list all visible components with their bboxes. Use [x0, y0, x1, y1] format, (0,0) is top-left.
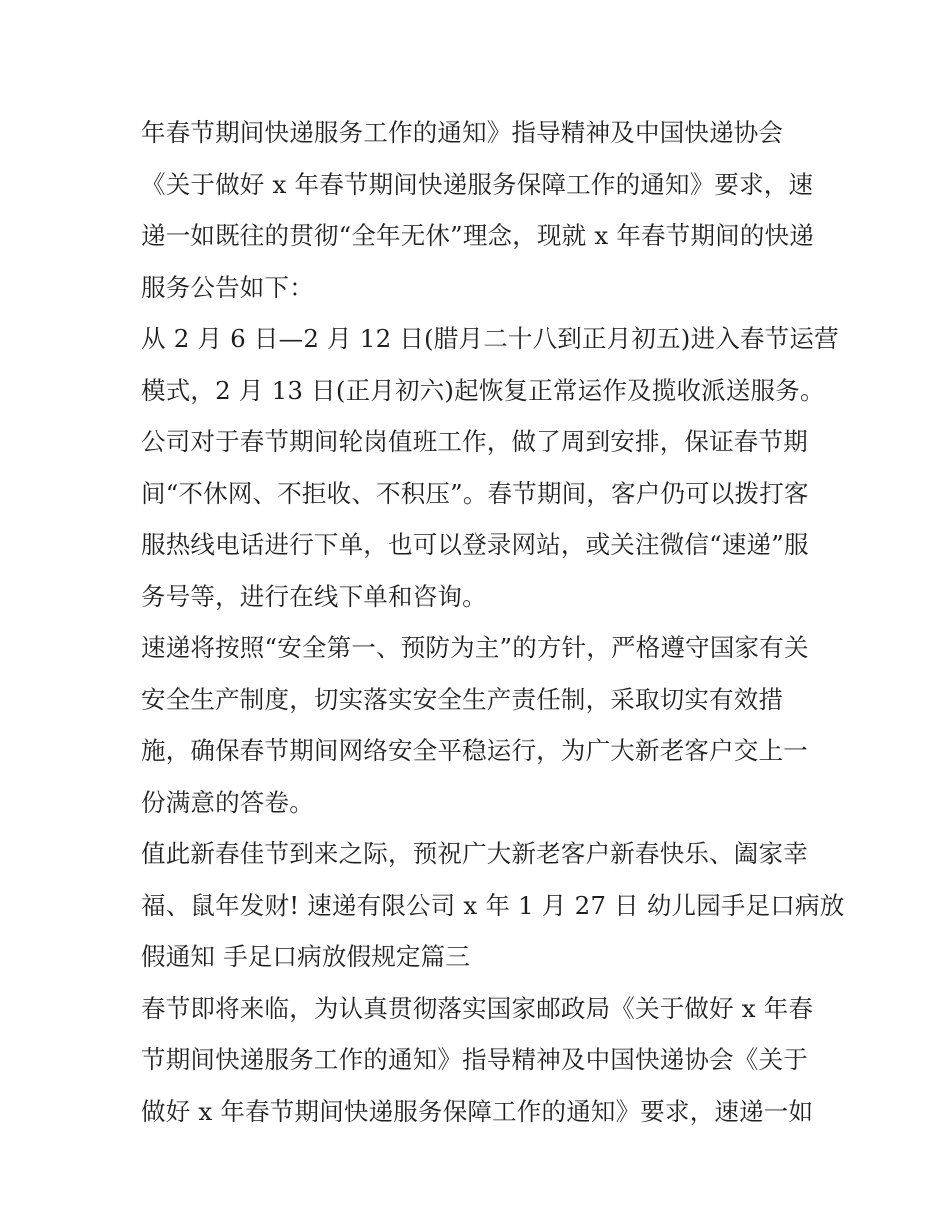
text-line: 春节即将来临，为认真贯彻落实国家邮政局《关于做好 x 年春 [141, 993, 814, 1023]
text-line: 递一如既往的贯彻“全年无休”理念，现就 x 年春节期间的快递 [141, 221, 814, 250]
text-line: 速递将按照“安全第一、预防为主”的方针，严格遵守国家有关 [141, 633, 809, 662]
text-line: 从 2 月 6 日—2 月 12 日(腊月二十八到正月初五)进入春节运营 [141, 324, 839, 353]
text-line: 模式，2 月 13 日(正月初六)起恢复正常运作及揽收派送服务。 [141, 375, 825, 405]
text-line: 间“不休网、不拒收、不积压”。春节期间，客户仍可以拨打客 [141, 478, 809, 508]
text-line: 年春节期间快递服务工作的通知》指导精神及中国快递协会 [141, 118, 784, 147]
text-line: 安全生产制度，切实落实安全生产责任制，采取切实有效措 [141, 684, 784, 714]
text-line: 节期间快递服务工作的通知》指导精神及中国快递协会《关于 [141, 1045, 808, 1074]
text-line: 服务公告如下： [141, 272, 314, 302]
text-line: 福、鼠年发财! 速递有限公司 x 年 1 月 27 日 幼儿园手足口病放 [141, 890, 845, 920]
text-line: 《关于做好 x 年春节期间快递服务保障工作的通知》要求，速 [141, 169, 814, 199]
document-body [141, 107, 845, 1137]
text-line: 公司对于春节期间轮岗值班工作，做了周到安排，保证春节期 [141, 427, 808, 456]
text-line: 施，确保春节期间网络安全平稳运行，为广大新老客户交上一 [141, 736, 808, 765]
text-line: 服热线电话进行下单，也可以登录网站，或关注微信“速递”服 [141, 530, 809, 559]
text-line: 份满意的答卷。 [141, 787, 314, 817]
text-line: 做好 x 年春节期间快递服务保障工作的通知》要求，速递一如 [141, 1096, 814, 1126]
text-line: 务号等，进行在线下单和咨询。 [141, 581, 487, 611]
text-line: 值此新春佳节到来之际，预祝广大新老客户新春快乐、阖家幸 [141, 839, 808, 868]
text-line: 假通知 手足口病放假规定篇三 [141, 942, 471, 971]
